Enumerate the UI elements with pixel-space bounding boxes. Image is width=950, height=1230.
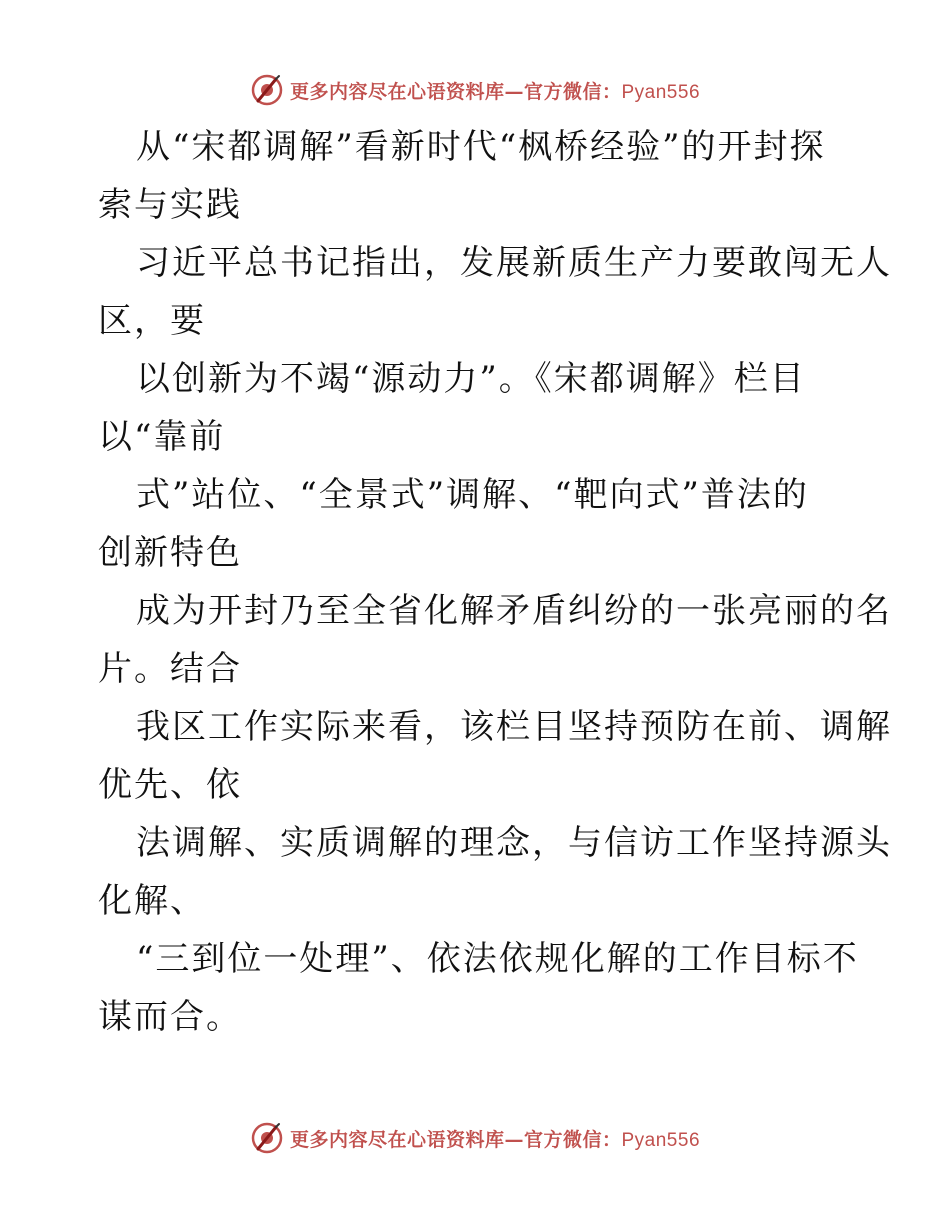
paragraph-line: 化解、 bbox=[98, 881, 206, 921]
paragraph-line: 区，要 bbox=[98, 301, 206, 341]
paragraph-line: 谋而合。 bbox=[98, 997, 242, 1037]
paragraph-line: 以“靠前 bbox=[98, 417, 226, 457]
pen-logo-icon bbox=[250, 1121, 284, 1155]
wechat-id: Pyan556 bbox=[621, 1129, 701, 1151]
paragraph-line: 以创新为不竭“源动力”。《宋都调解》栏目 bbox=[136, 359, 806, 399]
pen-logo-icon bbox=[250, 73, 284, 107]
paragraph-line: 习近平总书记指出，发展新质生产力要敢闯无人 bbox=[136, 243, 892, 283]
header-banner bbox=[0, 70, 950, 110]
footer-banner bbox=[0, 1118, 950, 1158]
wechat-id: Pyan556 bbox=[621, 81, 701, 103]
paragraph-line: 我区工作实际来看，该栏目坚持预防在前、调解 bbox=[136, 707, 892, 747]
paragraph-line: 从“宋都调解”看新时代“枫桥经验”的开封探 bbox=[136, 127, 826, 167]
footer-banner-text: 更多内容尽在心语资料库—官方微信：Pyan556 bbox=[289, 1128, 701, 1151]
header-banner-text: 更多内容尽在心语资料库—官方微信：Pyan556 bbox=[289, 80, 701, 103]
paragraph-line: 式”站位、“全景式”调解、“靶向式”普法的 bbox=[136, 475, 809, 515]
paragraph-line: 片。结合 bbox=[98, 649, 242, 689]
document-body bbox=[98, 118, 892, 1046]
paragraph-line: 优先、依 bbox=[98, 765, 242, 805]
paragraph-line: 创新特色 bbox=[98, 533, 242, 573]
paragraph-line: 成为开封乃至全省化解矛盾纠纷的一张亮丽的名 bbox=[136, 591, 892, 631]
paragraph-line: 法调解、实质调解的理念，与信访工作坚持源头 bbox=[136, 823, 892, 863]
paragraph-line: “三到位一处理”、依法依规化解的工作目标不 bbox=[136, 939, 859, 979]
paragraph-line: 索与实践 bbox=[98, 185, 242, 225]
